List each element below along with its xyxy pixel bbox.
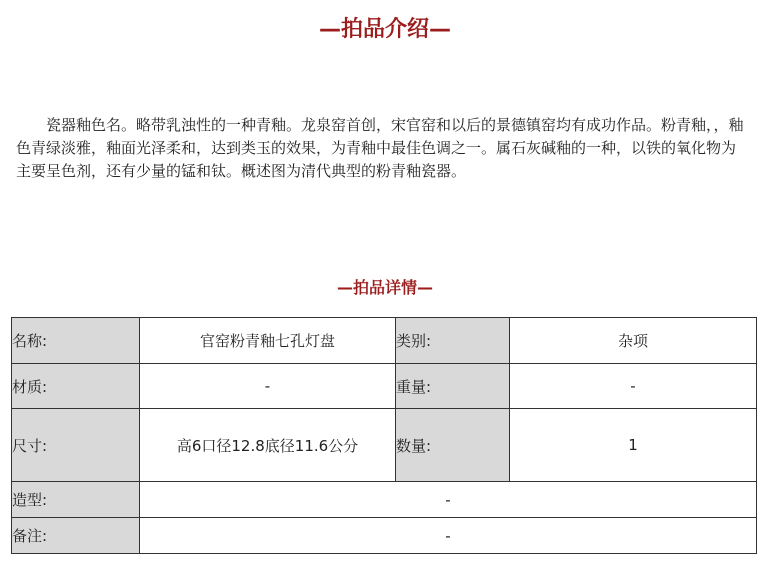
- material-label: 材质:: [12, 364, 140, 409]
- material-value: -: [140, 364, 396, 409]
- weight-label: 重量:: [396, 364, 510, 409]
- name-value: 官窑粉青釉七孔灯盘: [140, 318, 396, 364]
- table-row: [12, 318, 757, 364]
- table-row: [12, 518, 757, 554]
- table-row: [12, 482, 757, 518]
- details-section-title: —拍品详情—: [336, 278, 433, 297]
- shape-value: -: [140, 482, 757, 518]
- table-row: [12, 409, 757, 482]
- category-label: 类别:: [396, 318, 510, 364]
- item-description: 瓷器釉色名。略带乳浊性的一种青釉。龙泉窑首创，宋官窑和以后的景德镇窑均有成功作品。粉青釉，，釉色青绿淡雅，釉面光泽柔和，达到类玉的效果，为青釉中最佳色调之一。属石灰碱釉的一种，以铁的氧化物为主要呈色剂，还有少量的锰和钛。概述图为清代典型的粉青釉瓷器。: [16, 116, 744, 180]
- details-table: [11, 317, 757, 554]
- category-value: 杂项: [510, 318, 757, 364]
- weight-value: -: [510, 364, 757, 409]
- size-value: 高6口径12.8底径11.6公分: [140, 409, 396, 482]
- remarks-label: 备注:: [12, 518, 140, 554]
- shape-label: 造型:: [12, 482, 140, 518]
- size-label: 尺寸:: [12, 409, 140, 482]
- intro-section-title: —拍品介绍—: [318, 17, 451, 42]
- table-row: [12, 364, 757, 409]
- name-label: 名称:: [12, 318, 140, 364]
- quantity-label: 数量:: [396, 409, 510, 482]
- quantity-value: 1: [510, 409, 757, 482]
- remarks-value: -: [140, 518, 757, 554]
